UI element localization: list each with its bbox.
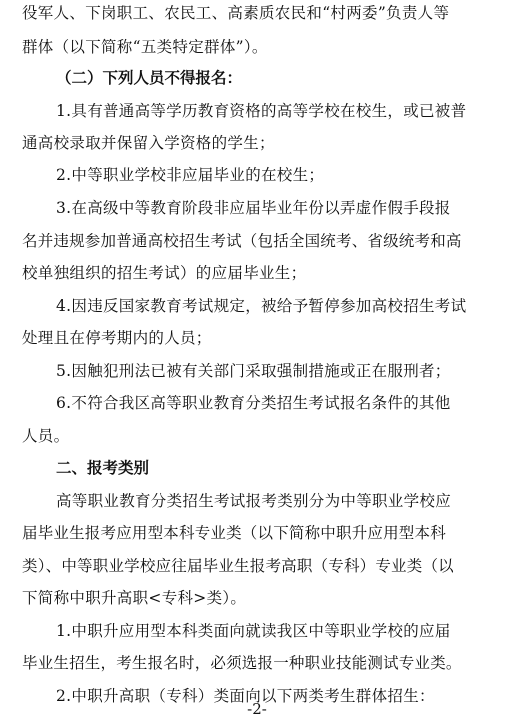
paragraph-line: 校单独组织的招生考试）的应届毕业生； bbox=[22, 264, 307, 282]
paragraph-line: 名并违规参加普通高校招生考试（包括全国统考、省级统考和高 bbox=[22, 232, 462, 250]
paragraph-line: 2.中等职业学校非应届毕业的在校生； bbox=[56, 166, 325, 184]
paragraph-line: 人员。 bbox=[22, 427, 70, 445]
paragraph-line: 1.中职升应用型本科类面向就读我区中等职业学校的应届 bbox=[56, 622, 451, 640]
paragraph-line: 4.因违反国家教育考试规定，被给予暂停参加高校招生考试 bbox=[56, 297, 467, 315]
paragraph-line: 高等职业教育分类招生考试报考类别分为中等职业学校应 bbox=[56, 492, 452, 510]
section-subheading: （二）下列人员不得报名： bbox=[56, 69, 243, 87]
paragraph-line: 通高校录取并保留入学资格的学生； bbox=[22, 134, 275, 152]
paragraph-line: 5.因触犯刑法已被有关部门采取强制措施或正在服刑者； bbox=[56, 362, 451, 380]
paragraph-line: 1.具有普通高等学历教育资格的高等学校在校生，或已被普 bbox=[56, 102, 467, 120]
paragraph-line: 类）、中等职业学校应往届毕业生报考高职（专科）专业类（以 bbox=[22, 557, 454, 575]
paragraph-line: 届毕业生报考应用型本科专业类（以下简称中职升应用型本科 bbox=[22, 524, 446, 542]
paragraph-line: 2.中职升高职（专科）类面向以下两类考生群体招生： bbox=[56, 687, 435, 705]
paragraph-line: 役军人、下岗职工、农民工、高素质农民和“村两委”负责人等 bbox=[22, 4, 450, 22]
paragraph-line: 毕业生招生，考生报名时，必须选报一种职业技能测试专业类。 bbox=[22, 654, 462, 672]
paragraph-line: 3.在高级中等教育阶段非应届毕业年份以弄虚作假手段报 bbox=[56, 199, 451, 217]
section-heading: 二、报考类别 bbox=[56, 459, 150, 477]
page-number: -2- bbox=[247, 700, 267, 718]
paragraph-line: 群体（以下简称“五类特定群体”）。 bbox=[22, 38, 268, 56]
paragraph-line: 6.不符合我区高等职业教育分类招生考试报名条件的其他 bbox=[56, 394, 451, 412]
paragraph-line: 处理且在停考期内的人员； bbox=[22, 329, 212, 347]
paragraph-line: 下简称中职升高职<专科>类）。 bbox=[22, 589, 247, 607]
